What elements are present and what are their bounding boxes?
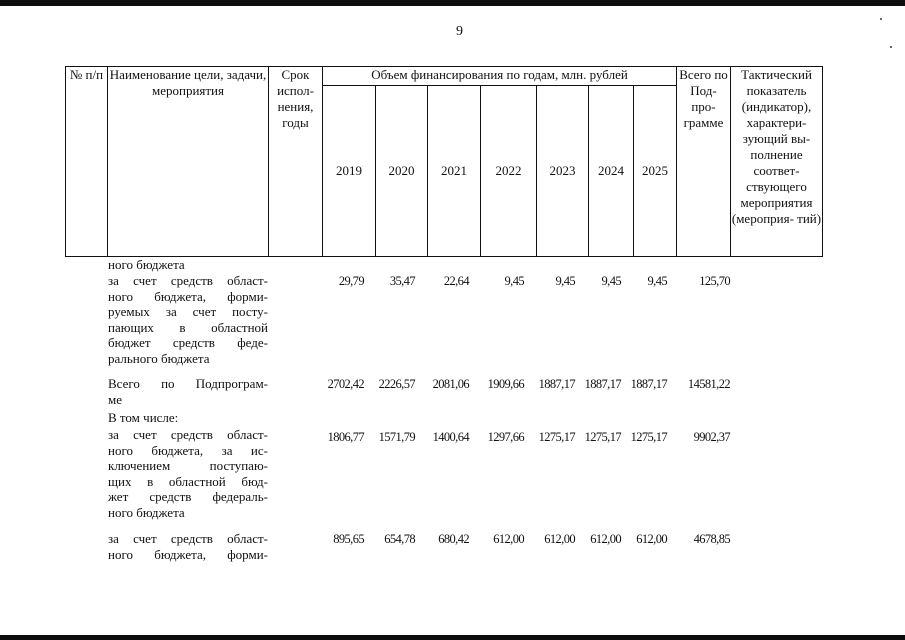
row-value: 2226,57 (378, 377, 415, 391)
row-value: 1887,17 (538, 377, 575, 391)
header-name: Наименование цели, задачи, мероприятия (108, 67, 269, 257)
row-text-line: ного бюджета (108, 504, 185, 520)
row-total: 14581,22 (687, 377, 730, 391)
row-value: 2702,42 (327, 377, 364, 391)
row-text-line: за счет средств област- (108, 273, 268, 288)
row-text-line: пающих в областной (108, 319, 268, 335)
row-value: 680,42 (438, 532, 469, 546)
scan-speck (880, 18, 882, 20)
row-value: 29,79 (338, 274, 364, 288)
header-year: 2023 (537, 86, 589, 257)
row-value: 1909,66 (487, 377, 524, 391)
row-text-line: ме (108, 391, 122, 407)
row-value: 1806,77 (327, 430, 364, 444)
header-financing: Объем финансирования по годам, млн. рублей (323, 67, 677, 86)
row-text-line: ключением поступаю- (108, 458, 268, 474)
row-value: 612,00 (636, 532, 667, 546)
row-value: 35,47 (389, 274, 415, 288)
header-year: 2021 (428, 86, 481, 257)
table-header (65, 66, 823, 257)
row-value: 1400,64 (432, 430, 469, 444)
header-term: Срок испол- нения, годы (269, 67, 323, 257)
row-total: 9902,37 (693, 430, 730, 444)
bottom-border (0, 635, 905, 640)
row-text-line: ного бюджета, за ис- (108, 442, 268, 458)
row-text (108, 531, 268, 562)
row-value: 895,65 (333, 532, 364, 546)
row-value: 22,64 (443, 274, 469, 288)
top-border (0, 0, 905, 6)
row-text-line: щих в областной бюд- (108, 473, 268, 489)
row-text-line: руемых за счет посту- (108, 304, 268, 320)
header-number: № п/п (66, 67, 108, 257)
page-number: 9 (456, 24, 463, 39)
header-year: 2019 (323, 86, 376, 257)
header-total: Всего по Под- про- грамме (677, 67, 731, 257)
row-total: 4678,85 (693, 532, 730, 546)
row-text-line: В том числе: (108, 410, 179, 425)
row-value: 1887,17 (584, 377, 621, 391)
header-year: 2024 (589, 86, 634, 257)
row-value: 1275,17 (584, 430, 621, 444)
row-value: 612,00 (544, 532, 575, 546)
row-text-line: Всего по Подпрограм- (108, 376, 268, 391)
row-text-line: за счет средств област- (108, 427, 268, 442)
row-text (108, 376, 268, 407)
row-text (108, 410, 268, 426)
row-text-line: ного бюджета, форми- (108, 546, 268, 562)
row-text-line: бюджет средств феде- (108, 335, 268, 351)
row-text (108, 257, 268, 273)
row-value: 1887,17 (630, 377, 667, 391)
row-text-line: за счет средств област- (108, 531, 268, 546)
row-value: 1571,79 (378, 430, 415, 444)
row-value: 612,00 (493, 532, 524, 546)
row-text-line: жет средств федераль- (108, 489, 268, 505)
row-value: 1275,17 (538, 430, 575, 444)
header-year: 2025 (634, 86, 677, 257)
header-year: 2022 (481, 86, 537, 257)
row-value: 612,00 (590, 532, 621, 546)
scan-speck (890, 46, 892, 48)
row-value: 9,45 (647, 274, 667, 288)
row-text-line: рального бюджета (108, 350, 210, 366)
row-value: 9,45 (555, 274, 575, 288)
row-text-line: ного бюджета (108, 257, 185, 272)
row-text (108, 427, 268, 521)
row-total: 125,70 (699, 274, 730, 288)
row-value: 2081,06 (432, 377, 469, 391)
row-value: 9,45 (601, 274, 621, 288)
row-value: 654,78 (384, 532, 415, 546)
header-indicator: Тактический показатель (индикатор), характери- зующий вы- полнение соответ- ствующего мероприятия (мероприя- тий) (731, 67, 823, 257)
row-value: 1297,66 (487, 430, 524, 444)
row-value: 1275,17 (630, 430, 667, 444)
header-year: 2020 (376, 86, 428, 257)
row-value: 9,45 (504, 274, 524, 288)
row-text (108, 273, 268, 367)
row-text-line: ного бюджета, форми- (108, 288, 268, 304)
